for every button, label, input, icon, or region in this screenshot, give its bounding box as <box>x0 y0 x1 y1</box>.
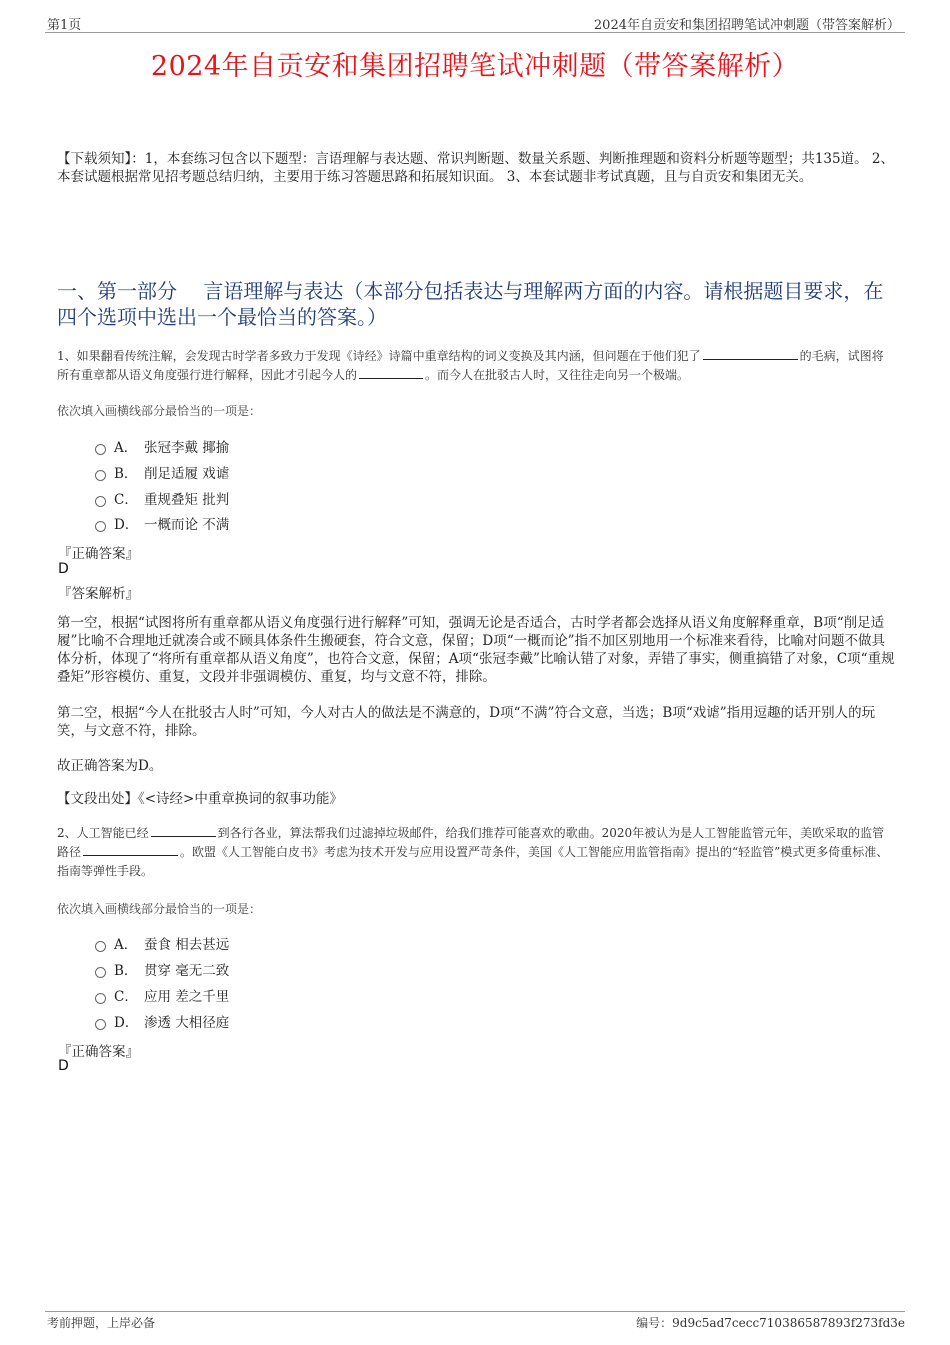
radio-button[interactable] <box>95 967 106 978</box>
question-2-blank-1 <box>151 824 216 837</box>
question-1-answer-label: 『正确答案』 <box>58 546 139 562</box>
footer-divider <box>45 1311 905 1312</box>
header-divider <box>45 32 905 33</box>
question-1-answer: D <box>58 561 69 577</box>
option-text: 张冠李戴 揶揄 <box>144 440 230 456</box>
option-text: 削足适履 戏谑 <box>144 466 230 482</box>
question-1-stem <box>57 347 895 385</box>
running-header-title: 2024年自贡安和集团招聘笔试冲刺题（带答案解析） <box>593 18 900 33</box>
radio-button[interactable] <box>95 941 106 952</box>
radio-button[interactable] <box>95 993 106 1004</box>
question-2-answer-label: 『正确答案』 <box>58 1044 139 1060</box>
radio-button[interactable] <box>95 496 106 507</box>
option-text: 应用 差之千里 <box>144 989 230 1005</box>
question-1-option-b[interactable] <box>95 462 229 482</box>
option-letter: D． <box>114 1015 139 1031</box>
option-text: 一概而论 不满 <box>144 517 230 533</box>
document-id: 编号：9d9c5ad7cecc710386587893f273fd3e <box>636 1316 905 1330</box>
option-letter: C． <box>114 989 138 1005</box>
option-letter: C． <box>114 492 138 508</box>
question-2-option-c[interactable] <box>95 985 229 1005</box>
question-1-blank-1 <box>703 347 798 360</box>
option-letter: B． <box>114 466 138 482</box>
document-title: 2024年自贡安和集团招聘笔试冲刺题（带答案解析） <box>150 51 800 82</box>
question-1-analysis-paragraph-3: 故正确答案为D。 <box>57 758 163 774</box>
download-notice: 【下载须知】：1，本套练习包含以下题型：言语理解与表达题、常识判断题、数量关系题、判断推理题和资料分析题等题型；共135道。 2、本套试题根据常见招考题总结归纳，主要用于练习答题思路和拓展知识面。 3、本套试题非考试真题，且与自贡安和集团无关。 <box>57 151 894 185</box>
question-1-option-a[interactable] <box>95 436 229 456</box>
radio-button[interactable] <box>95 521 106 532</box>
question-1-text-part1: 1、如果翻看传统注解，会发现古时学者多致力于发现《诗经》诗篇中重章结构的词义变换及其内涵，但问题在于他们犯了 <box>57 349 701 363</box>
option-letter: B． <box>114 963 138 979</box>
radio-button[interactable] <box>95 470 106 481</box>
question-2-option-d[interactable] <box>95 1011 229 1031</box>
option-text: 蚕食 相去甚远 <box>144 937 230 953</box>
question-2-blank-2 <box>83 843 178 856</box>
question-1-analysis-paragraph-2: 第二空，根据“今人在批驳古人时”可知，今人对古人的做法是不满意的，D项“不满”符合文意，当选；B项“戏谑”指用逗趣的话开别人的玩笑，与文意不符，排除。 <box>57 705 876 739</box>
section-heading: 一、第一部分 言语理解与表达（本部分包括表达与理解两方面的内容。请根据题目要求，在四个选项中选出一个最恰当的答案。） <box>57 279 884 329</box>
question-2-text-part1: 2、人工智能已经 <box>57 826 149 840</box>
question-1-blank-2 <box>359 366 423 379</box>
radio-button[interactable] <box>95 444 106 455</box>
question-1-source: 【文段出处】《<诗经>中重章换词的叙事功能》 <box>57 791 343 807</box>
question-2-option-b[interactable] <box>95 959 229 979</box>
radio-button[interactable] <box>95 1019 106 1030</box>
question-2-text-part3: 。欧盟《人工智能白皮书》考虑为技术开发与应用设置严苛条件，美国《人工智能应用监管指南》提出的“轻监管”模式更多倚重标准、指南等弹性手段。 <box>57 845 889 878</box>
question-2-option-a[interactable] <box>95 933 229 953</box>
page-number: 第1页 <box>47 18 82 33</box>
option-letter: A． <box>114 937 138 953</box>
question-1-option-d[interactable] <box>95 513 229 533</box>
question-1-analysis-label: 『答案解析』 <box>58 586 139 602</box>
question-1-text-part2: 的毛病，试图将所有重章都从语义角度强行进行解释，因此才引起今人的 <box>57 349 884 382</box>
question-1-analysis-paragraph-1: 第一空，根据“试图将所有重章都从语义角度强行进行解释”可知，强调无论是否适合，古时学者都会选择从语义角度解释重章，B项“削足适履”比喻不合理地迁就凑合或不顾具体条件生搬硬套，符合文意，保留；D项“一概而论”指不加区别地用一个标准来看待，比喻对问题不做具体分析，体现了“将所有重章都从语义角度”，也符合文意，保留；A项“张冠李戴”比喻认错了对象，弄错了事实，侧重搞错了对象，C项“重规叠矩”形容模仿、重复，文段并非强调模仿、重复，均与文意不符，排除。 <box>57 615 895 685</box>
option-letter: D． <box>114 517 139 533</box>
footer-slogan: 考前押题，上岸必备 <box>47 1316 156 1330</box>
question-2-stem <box>57 824 895 881</box>
option-text: 贯穿 毫无二致 <box>144 963 230 979</box>
option-letter: A． <box>114 440 138 456</box>
option-text: 重规叠矩 批判 <box>144 492 230 508</box>
option-text: 渗透 大相径庭 <box>144 1015 230 1031</box>
question-1-option-c[interactable] <box>95 488 229 508</box>
question-1-prompt: 依次填入画横线部分最恰当的一项是： <box>57 404 262 418</box>
question-2-answer: D <box>58 1058 69 1074</box>
question-2-prompt: 依次填入画横线部分最恰当的一项是： <box>57 902 262 916</box>
question-2-text-part2: 到各行各业，算法帮我们过滤掉垃圾邮件，给我们推荐可能喜欢的歌曲。2020年被认为是人工智能监管元年，美欧采取的监管路径 <box>57 826 885 859</box>
question-1-text-part3: 。而今人在批驳古人时，又往往走向另一个极端。 <box>425 368 690 382</box>
